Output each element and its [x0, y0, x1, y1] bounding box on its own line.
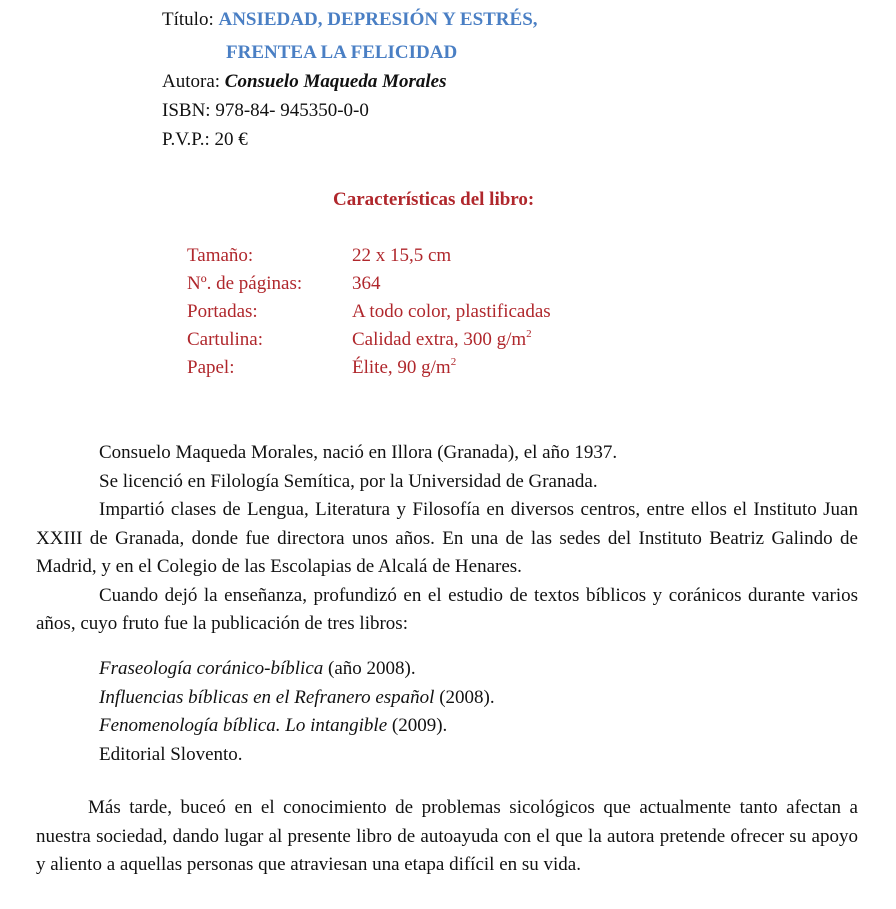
bio-paragraph-3: Impartió clases de Lengua, Literatura y Filosofía en diversos centros, entre ellos el Instituto Juan XXIII de Granada, donde fue directora unos años. En una de las sedes del Instituto Beatriz Galindo de Madrid, y en el Colegio de las Escolapias de Alcalá de Henares. — [36, 499, 858, 577]
isbn: ISBN: 978-84- 945350-0-0 — [162, 100, 369, 121]
book-year: (año 2008). — [323, 658, 416, 679]
spec-label-paper: Papel: — [187, 357, 235, 378]
title-label: Título: — [162, 9, 214, 30]
spec-value-cardboard-sup: 2 — [526, 328, 532, 340]
closing-paragraph: Más tarde, buceó en el conocimiento de problemas sicológicos que actualmente tanto afectan a nuestra sociedad, dando lugar al presente libro de autoayuda con el que la autora pretende ofrecer su apoyo y aliento a aquellas personas que atraviesan una etapa difícil en su vida. — [36, 797, 858, 875]
book-title-line2: FRENTEA LA FELICIDAD — [226, 42, 458, 63]
spec-value-cardboard-text: Calidad extra, 300 g/m — [352, 329, 527, 350]
spec-value-pages: 364 — [352, 273, 381, 294]
book-item — [99, 655, 495, 684]
closing-section — [36, 794, 858, 880]
spec-value-covers: A todo color, plastificadas — [352, 301, 551, 322]
book-title: Fenomenología bíblica. Lo intangible — [99, 715, 388, 736]
book-title: Influencias bíblicas en el Refranero español — [99, 686, 435, 708]
book-item — [99, 712, 495, 741]
author-label: Autora: — [162, 71, 221, 92]
bio-paragraph-2: Se licenció en Filología Semítica, por la Universidad de Granada. — [99, 470, 598, 492]
spec-label-covers: Portadas: — [187, 301, 258, 322]
book-title: Fraseología coránico-bíblica — [99, 658, 324, 679]
specs-heading: Características del libro: — [333, 189, 535, 210]
book-item — [99, 684, 495, 713]
price: P.V.P.: 20 € — [162, 129, 248, 150]
spec-label-size: Tamaño: — [187, 245, 254, 266]
bio-paragraph-4: Cuando dejó la enseñanza, profundizó en el estudio de textos bíblicos y coránicos durante varios años, cuyo fruto fue la publicación de tres libros: — [36, 584, 858, 634]
spec-label-cardboard: Cartulina: — [187, 329, 263, 350]
title-line — [162, 6, 538, 34]
spec-value-paper-text: Élite, 90 g/m — [352, 357, 451, 378]
publisher: Editorial Slovento. — [99, 743, 243, 765]
bio-paragraph-1: Consuelo Maqueda Morales, nació en Illora (Granada), el año 1937. — [99, 442, 618, 463]
book-year: (2008). — [434, 686, 495, 708]
spec-value-cardboard — [352, 326, 532, 354]
spec-value-paper-sup: 2 — [450, 356, 457, 368]
spec-value-size: 22 x 15,5 cm — [352, 245, 452, 266]
bio-section — [36, 439, 858, 639]
spec-value-paper — [352, 354, 456, 382]
author-line — [162, 68, 447, 96]
spec-label-pages: Nº. de páginas: — [187, 273, 303, 294]
book-title-line1: ANSIEDAD, DEPRESIÓN Y ESTRÉS, — [218, 9, 538, 30]
book-year: (2009). — [387, 715, 448, 736]
books-list — [99, 655, 495, 769]
author-name: Consuelo Maqueda Morales — [224, 71, 447, 92]
